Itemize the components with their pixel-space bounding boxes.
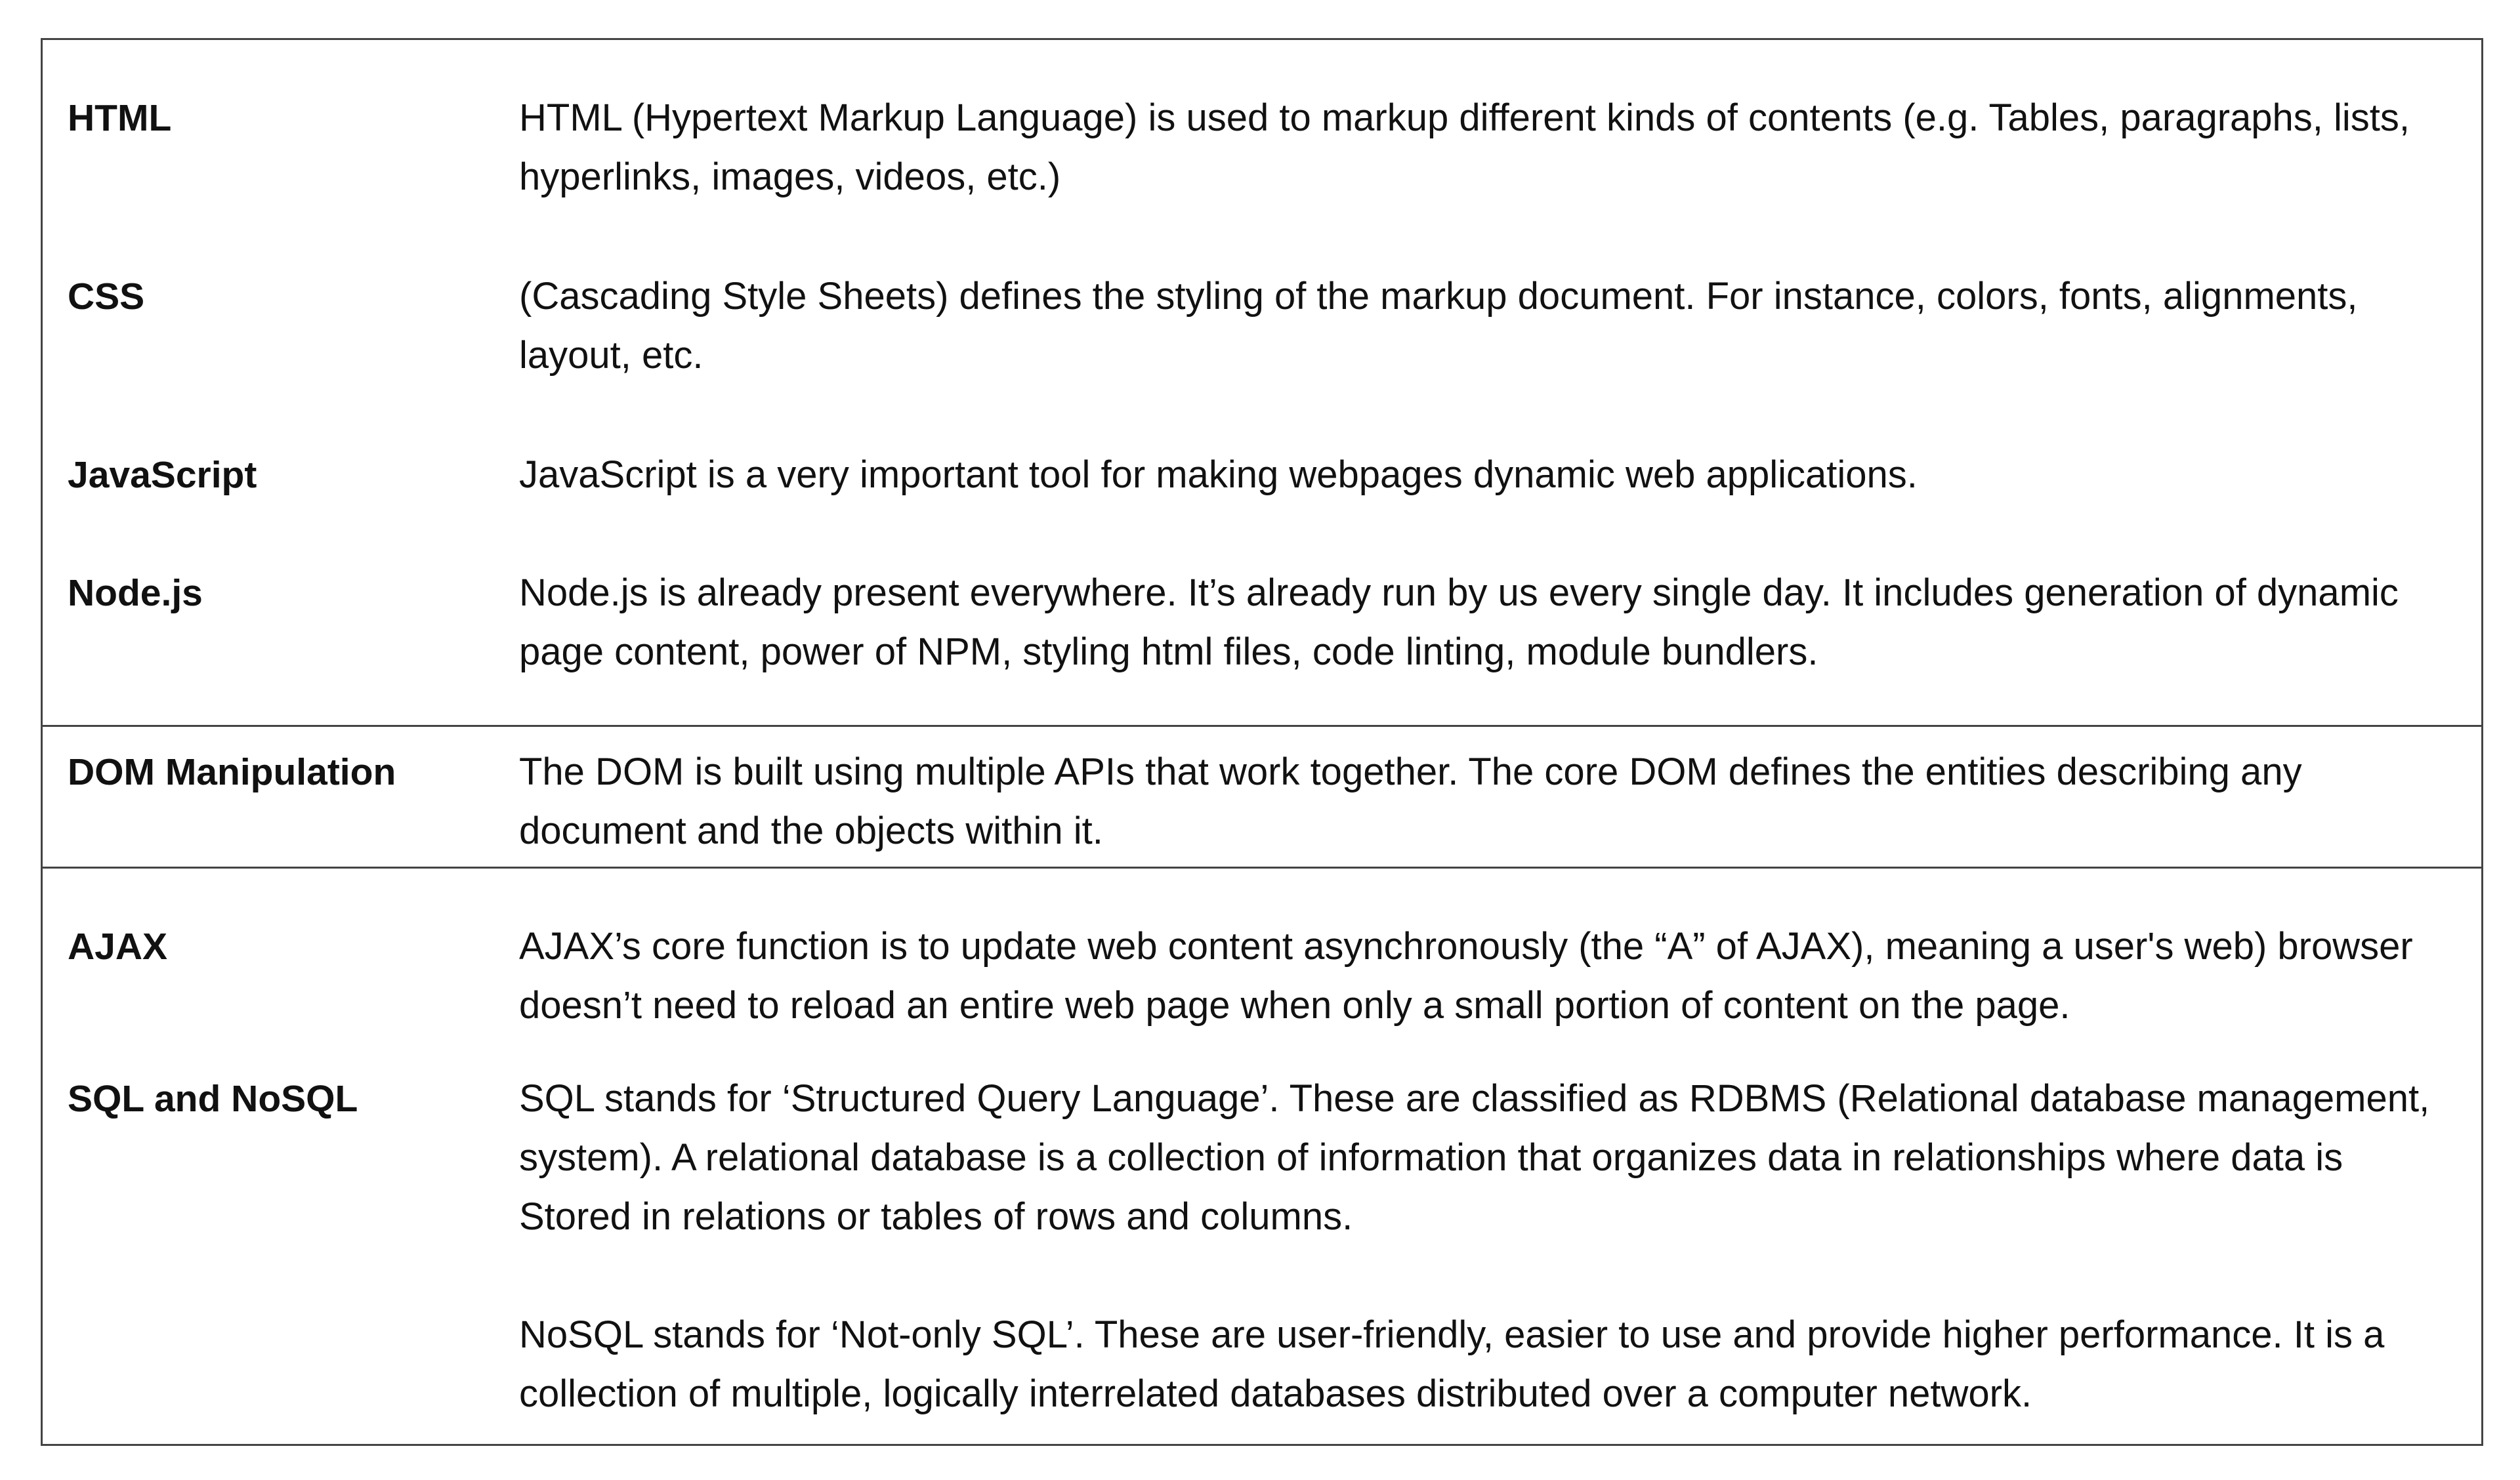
description-paragraph: (Cascading Style Sheets) defines the styling of the markup document. For instance, colors, fonts, alignments, layout, etc.: [519, 275, 2358, 377]
description-nodejs: [519, 564, 2462, 682]
description-paragraph: The DOM is built using multiple APIs that work together. The core DOM defines the entities describing any document and the objects within it.: [519, 750, 2302, 852]
description-css: [519, 267, 2462, 385]
description-dom-manipulation: [519, 743, 2462, 861]
description-javascript: [519, 445, 2462, 504]
description-sql-nosql: [519, 1069, 2462, 1424]
term-javascript: JavaScript: [68, 454, 257, 496]
description-paragraph: Node.js is already present everywhere. It’s already run by us every single day. It includes generation of dynamic page content, power of NPM, styling html files, code linting, module bundlers.: [519, 571, 2399, 673]
tech-glossary-table: [41, 38, 2483, 1446]
term-sql-nosql: SQL and NoSQL: [68, 1078, 358, 1120]
description-paragraph: HTML (Hypertext Markup Language) is used to markup different kinds of contents (e.g. Tables, paragraphs, lists, hyperlinks, images, videos, etc.): [519, 96, 2410, 198]
description-html: [519, 89, 2462, 207]
term-css: CSS: [68, 276, 145, 318]
description-paragraph-sql: SQL stands for ‘Structured Query Language’. These are classified as RDBMS (Relational database management, system). A relational database is a collection of information that organizes data in relationships where data is Stored in relations or tables of rows and columns.: [519, 1077, 2430, 1238]
table-section-dom: [43, 725, 2481, 867]
term-dom-manipulation: DOM Manipulation: [68, 751, 396, 793]
description-ajax: [519, 917, 2462, 1035]
description-paragraph: AJAX’s core function is to update web content asynchronously (the “A” of AJAX), meaning a user's web) browser doesn’t need to reload an entire web page when only a small portion of content on the page.: [519, 925, 2413, 1027]
table-section-data: [43, 867, 2481, 1444]
description-paragraph-nosql: NoSQL stands for ‘Not-only SQL’. These are user-friendly, easier to use and provide higher performance. It is a collection of multiple, logically interrelated databases distributed over a computer network.: [519, 1313, 2385, 1415]
term-html: HTML: [68, 97, 172, 139]
term-ajax: AJAX: [68, 926, 168, 968]
description-paragraph: JavaScript is a very important tool for making webpages dynamic web applications.: [519, 453, 1918, 496]
table-section-web-basics: [43, 40, 2481, 725]
term-nodejs: Node.js: [68, 572, 203, 614]
